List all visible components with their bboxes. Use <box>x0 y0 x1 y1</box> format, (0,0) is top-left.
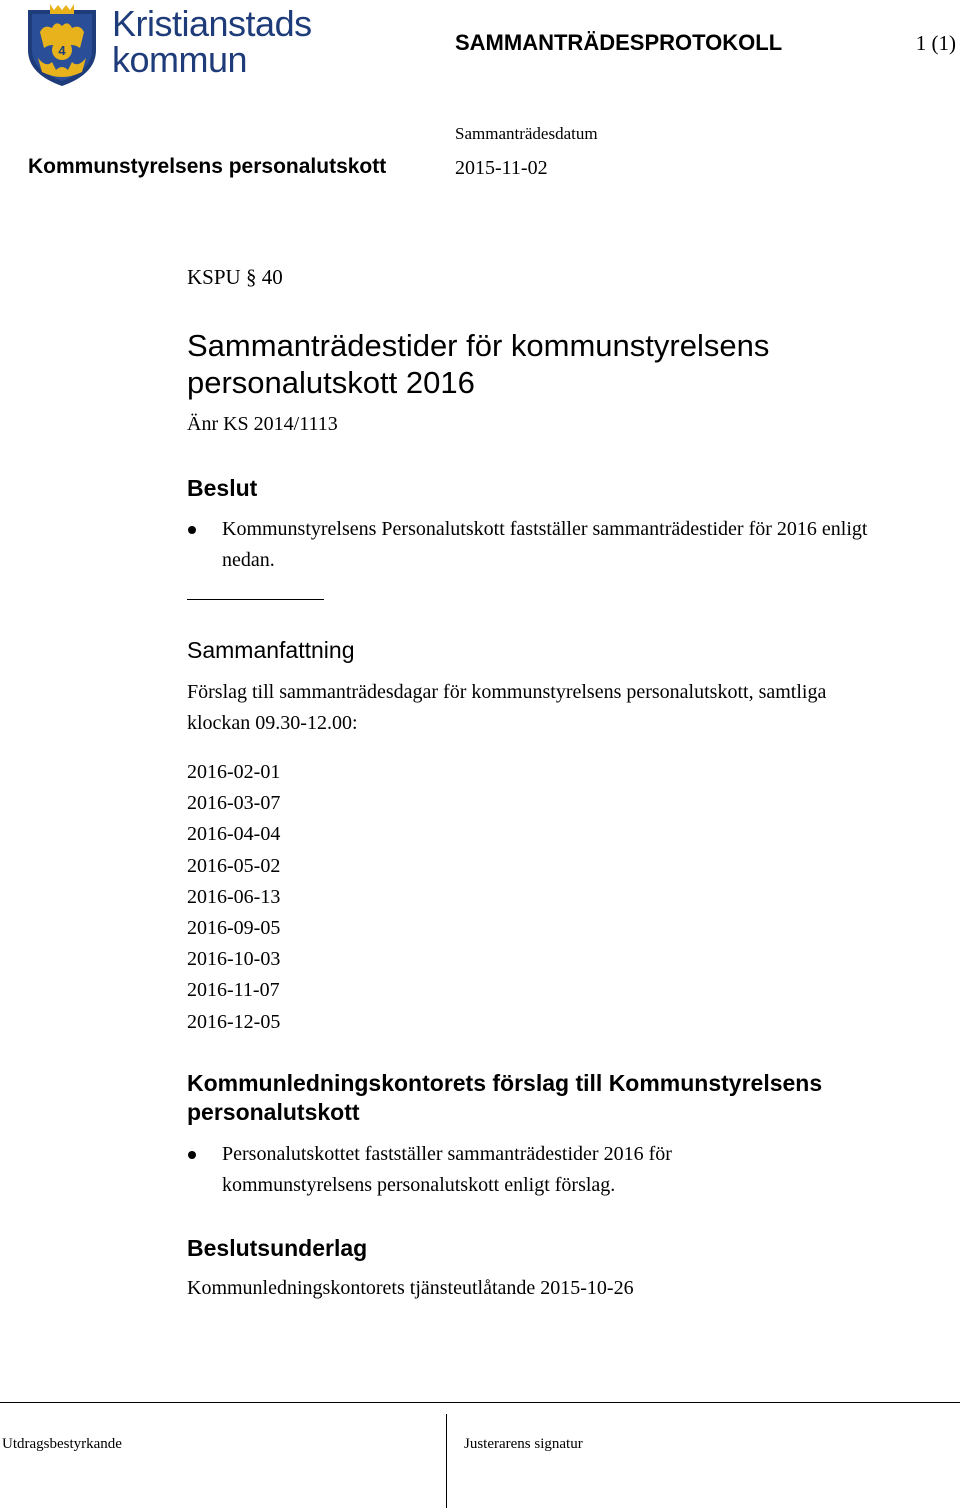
beslutsunderlag-text: Kommunledningskontorets tjänsteutlåtande 2015-10-26 <box>187 1277 634 1299</box>
meeting-date-value: 2015-11-02 <box>455 157 548 179</box>
committee-name: Kommunstyrelsens personalutskott <box>28 155 387 178</box>
list-item: 2016-02-01 <box>187 761 281 783</box>
adjuster-signature-label: Justerarens signatur <box>464 1436 583 1452</box>
logo-line-2: kommun <box>112 39 248 80</box>
case-number: Änr KS 2014/1113 <box>187 413 338 435</box>
meeting-dates-list <box>187 757 280 1038</box>
forslag-heading: Kommunledningskontorets förslag till Kommunstyrelsens personalutskott <box>187 1070 823 1125</box>
logo-wordmark <box>112 3 312 80</box>
extract-certification-label: Utdragsbestyrkande <box>2 1436 122 1452</box>
list-item: 2016-06-13 <box>187 885 281 908</box>
paragraph-reference: KSPU § 40 <box>187 265 283 289</box>
forslag-bullet-text: Personalutskottet fastställer sammanträdestider 2016 för kommunstyrelsens personalutskott enligt förslag. <box>222 1143 672 1196</box>
logo-line-1: Kristianstads <box>112 3 312 44</box>
list-item: 2016-03-07 <box>187 792 281 815</box>
page-number: 1 (1) <box>915 31 956 55</box>
list-item: 2016-04-04 <box>187 823 281 846</box>
bullet-icon <box>188 1151 196 1159</box>
coat-of-arms-logo <box>22 2 102 88</box>
bullet-icon <box>188 526 196 534</box>
footer-column-divider <box>446 1414 447 1508</box>
list-item: 2016-05-02 <box>187 854 281 877</box>
beslutsunderlag-heading: Beslutsunderlag <box>187 1235 368 1261</box>
list-item: 2016-12-05 <box>187 1010 281 1033</box>
beslut-bullet-text: Kommunstyrelsens Personalutskott fastställer sammanträdestider för 2016 enligt nedan. <box>222 518 868 571</box>
footer-divider <box>0 1402 960 1403</box>
svg-text:4: 4 <box>58 43 66 58</box>
list-item: 2016-10-03 <box>187 948 281 971</box>
item-title: Sammanträdestider för kommunstyrelsens personalutskott 2016 <box>187 328 770 400</box>
section-divider <box>187 599 324 600</box>
sammanfattning-heading: Sammanfattning <box>187 637 355 663</box>
sammanfattning-text: Förslag till sammanträdesdagar för kommunstyrelsens personalutskott, samtliga klockan 09.30-12.00: <box>187 681 827 734</box>
document-type: SAMMANTRÄDESPROTOKOLL <box>455 30 783 55</box>
list-item: 2016-11-07 <box>187 979 280 1002</box>
meeting-date-label: Sammanträdesdatum <box>455 124 598 143</box>
beslut-heading: Beslut <box>187 475 258 501</box>
list-item: 2016-09-05 <box>187 917 281 940</box>
